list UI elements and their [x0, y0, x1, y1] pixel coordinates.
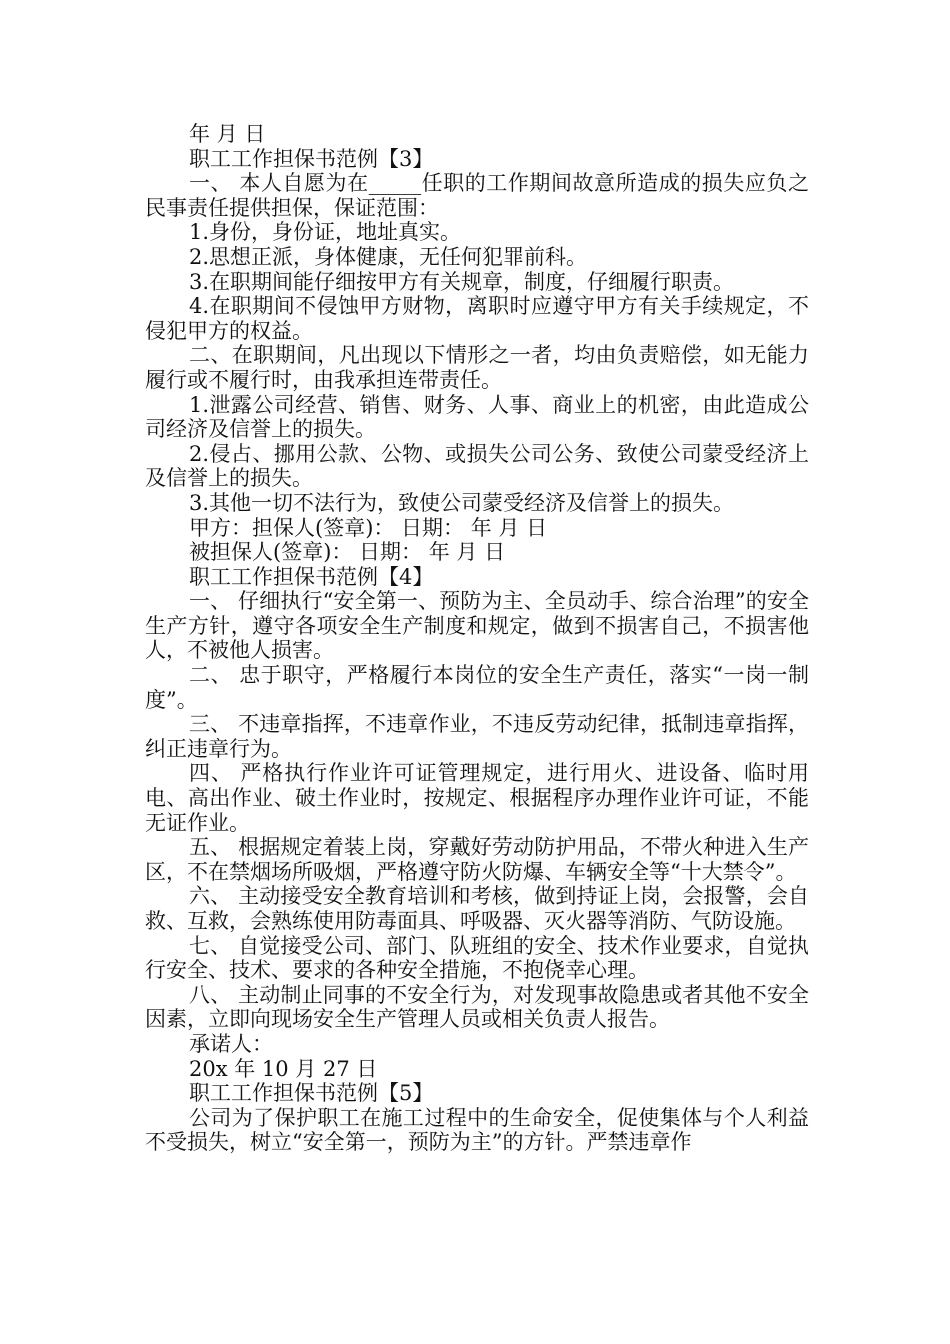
paragraph: 公司为了保护职工在施工过程中的生命安全，促使集体与个人利益不受损失，树立“安全第一，预防为主”的方针。严禁违章作 [145, 1105, 809, 1155]
list-item: 2.思想正派，身体健康，无任何犯罪前科。 [189, 244, 588, 269]
paragraph: 五、 根据规定着装上岗，穿戴好劳动防护用品，不带火种进入生产区，不在禁烟场所吸烟，严格遵守防火防爆、车辆安全等“十大禁令”。 [145, 835, 809, 884]
list-item: 2.侵占、挪用公款、公物、或损失公司公务、致使公司蒙受经济上及信誉上的损失。 [145, 441, 809, 491]
signature-line-party-a: 甲方：担保人(签章)： 日期： 年 月 日 [189, 515, 548, 540]
date-line: 20x 年 10 月 27 日 [189, 1056, 378, 1081]
document-body [145, 122, 809, 1155]
list-item: 3.其他一切不法行为，致使公司蒙受经济及信誉上的损失。 [189, 490, 735, 515]
list-item: 1.泄露公司经营、销售、财务、人事、商业上的机密，由此造成公司经济及信誉上的损失。 [145, 392, 809, 442]
list-item: 4.在职期间不侵蚀甲方财物，离职时应遵守甲方有关手续规定，不侵犯甲方的权益。 [145, 294, 809, 343]
list-item: 1.身份，身份证，地址真实。 [189, 220, 462, 245]
paragraph: 七、 自觉接受公司、部门、队班组的安全、技术作业要求，自觉执行安全、技术、要求的各种安全措施，不抱侥幸心理。 [145, 933, 809, 983]
paragraph: 二、 忠于职守，严格履行本岗位的安全生产责任，落实“一岗一制度”。 [145, 663, 809, 712]
list-item: 3.在职期间能仔细按甲方有关规章，制度，仔细履行职责。 [189, 269, 735, 294]
section-heading-3: 职工工作担保书范例【3】 [189, 146, 434, 171]
signature-line-guaranteed: 被担保人(签章)： 日期： 年 月 日 [189, 540, 506, 565]
paragraph: 三、 不违章指挥，不违章作业，不违反劳动纪律，抵制违章指挥，纠正违章行为。 [145, 712, 809, 761]
section-heading-4: 职工工作担保书范例【4】 [189, 564, 434, 589]
paragraph: 四、 严格执行作业许可证管理规定，进行用火、进设备、临时用电、高出作业、破土作业时，按规定、根据程序办理作业许可证，不能无证作业。 [145, 761, 809, 835]
paragraph: 一、 本人自愿为在_____任职的工作期间故意所造成的损失应负之民事责任提供担保，保证范围： [145, 171, 809, 220]
paragraph: 八、 主动制止同事的不安全行为，对发现事故隐患或者其他不安全因素，立即向现场安全生产管理人员或相关负责人报告。 [145, 982, 809, 1032]
section-heading-5: 职工工作担保书范例【5】 [189, 1081, 434, 1106]
date-line: 年 月 日 [189, 122, 266, 146]
promisor-line: 承诺人： [189, 1031, 273, 1056]
paragraph: 一、 仔细执行“安全第一、预防为主、全员动手、综合治理”的安全生产方针，遵守各项安全生产制度和规定，做到不损害自己，不损害他人，不被他人损害。 [145, 589, 809, 663]
paragraph: 二、在职期间，凡出现以下情形之一者，均由负责赔偿，如无能力履行或不履行时，由我承担连带责任。 [145, 343, 809, 392]
paragraph: 六、 主动接受安全教育培训和考核，做到持证上岗，会报警，会自救、互救，会熟练使用防毒面具、呼吸器、灭火器等消防、气防设施。 [145, 884, 809, 933]
